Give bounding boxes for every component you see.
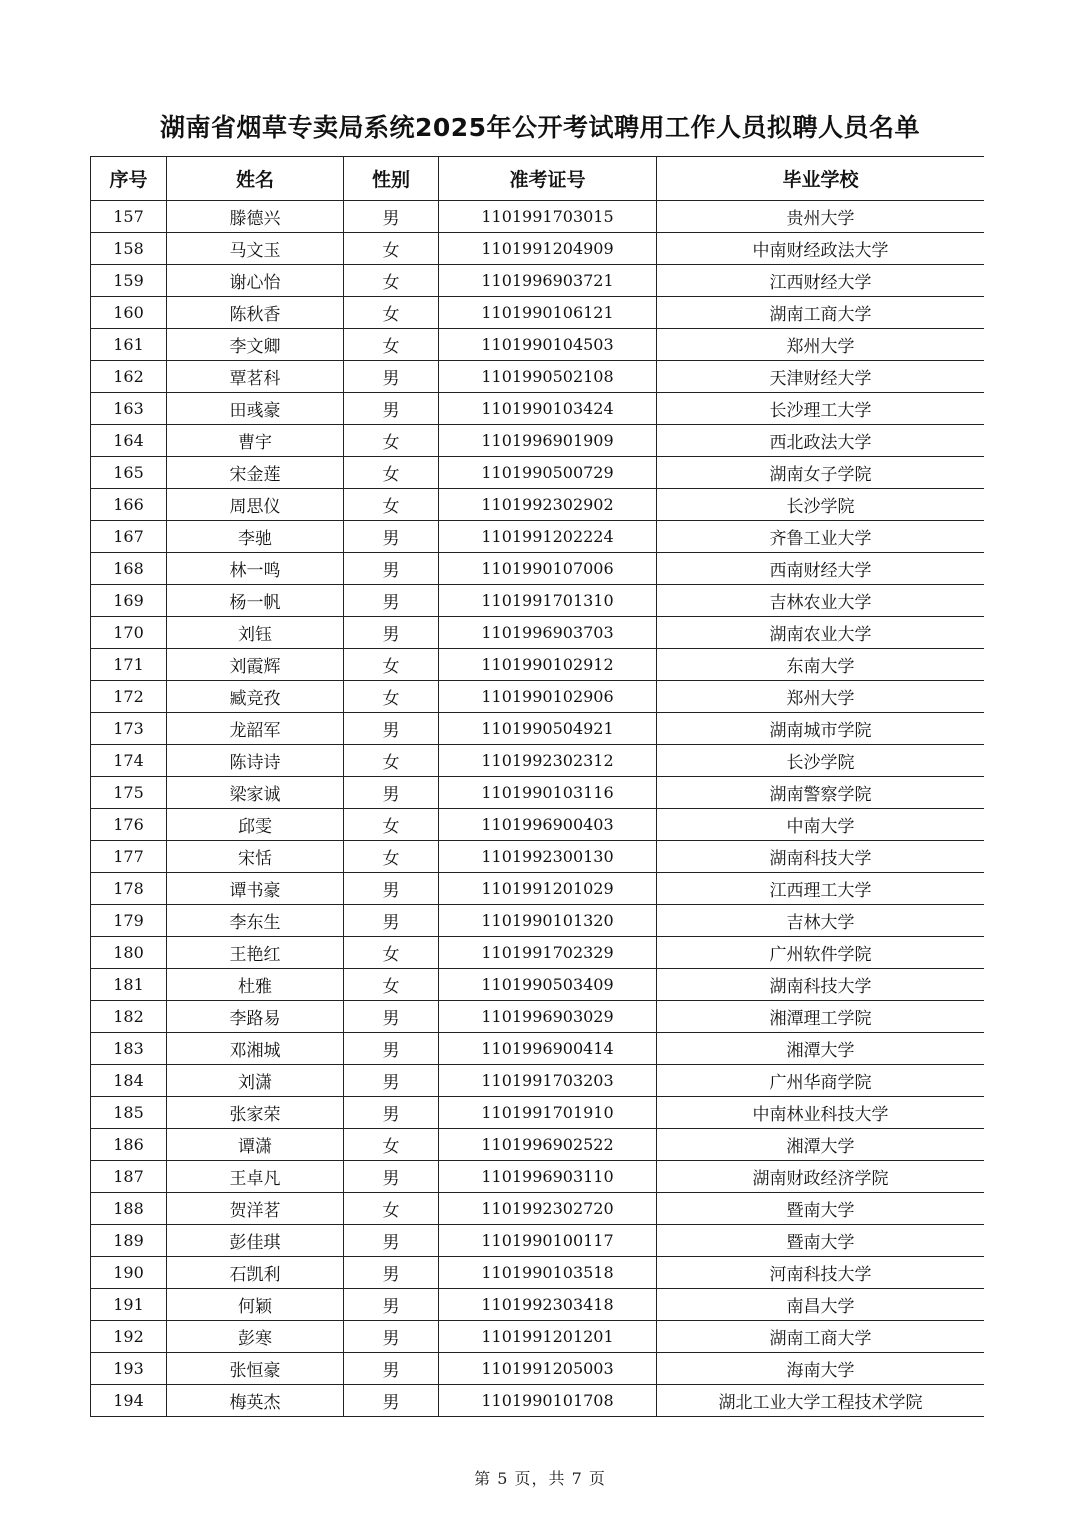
cell-name: 李驰 xyxy=(167,521,344,553)
cell-exam-id: 1101992302902 xyxy=(439,489,657,521)
cell-gender: 男 xyxy=(344,1225,439,1257)
cell-serial: 180 xyxy=(91,937,167,969)
cell-name: 张家荣 xyxy=(167,1097,344,1129)
cell-name: 刘霞辉 xyxy=(167,649,344,681)
cell-name: 杨一帆 xyxy=(167,585,344,617)
table-row xyxy=(91,1289,985,1321)
cell-gender: 女 xyxy=(344,265,439,297)
table-row xyxy=(91,1353,985,1385)
header-name: 姓名 xyxy=(167,157,344,201)
cell-school: 湖南科技大学 xyxy=(657,969,985,1001)
cell-exam-id: 1101990102912 xyxy=(439,649,657,681)
cell-exam-id: 1101992302720 xyxy=(439,1193,657,1225)
cell-serial: 167 xyxy=(91,521,167,553)
cell-school: 湘潭理工学院 xyxy=(657,1001,985,1033)
cell-gender: 男 xyxy=(344,1097,439,1129)
cell-serial: 187 xyxy=(91,1161,167,1193)
cell-gender: 女 xyxy=(344,297,439,329)
cell-gender: 男 xyxy=(344,1065,439,1097)
header-school: 毕业学校 xyxy=(657,157,985,201)
cell-name: 王艳红 xyxy=(167,937,344,969)
candidate-table xyxy=(90,156,984,1417)
header-gender: 性别 xyxy=(344,157,439,201)
cell-exam-id: 1101991204909 xyxy=(439,233,657,265)
cell-name: 李文卿 xyxy=(167,329,344,361)
cell-gender: 女 xyxy=(344,809,439,841)
cell-serial: 175 xyxy=(91,777,167,809)
cell-school: 湖南城市学院 xyxy=(657,713,985,745)
cell-gender: 女 xyxy=(344,457,439,489)
cell-exam-id: 1101992303418 xyxy=(439,1289,657,1321)
cell-gender: 女 xyxy=(344,1193,439,1225)
cell-name: 龙韶军 xyxy=(167,713,344,745)
cell-school: 湖北工业大学工程技术学院 xyxy=(657,1385,985,1417)
cell-serial: 165 xyxy=(91,457,167,489)
cell-name: 滕德兴 xyxy=(167,201,344,233)
table-row xyxy=(91,393,985,425)
cell-gender: 男 xyxy=(344,713,439,745)
cell-exam-id: 1101996903110 xyxy=(439,1161,657,1193)
table-row xyxy=(91,1033,985,1065)
cell-serial: 172 xyxy=(91,681,167,713)
cell-exam-id: 1101991702329 xyxy=(439,937,657,969)
cell-serial: 161 xyxy=(91,329,167,361)
table-body xyxy=(91,201,985,1417)
cell-exam-id: 1101991703203 xyxy=(439,1065,657,1097)
cell-serial: 189 xyxy=(91,1225,167,1257)
cell-gender: 男 xyxy=(344,521,439,553)
cell-gender: 女 xyxy=(344,681,439,713)
header-exam-id: 准考证号 xyxy=(439,157,657,201)
table-row xyxy=(91,553,985,585)
cell-name: 臧竞孜 xyxy=(167,681,344,713)
cell-gender: 男 xyxy=(344,585,439,617)
cell-gender: 男 xyxy=(344,1353,439,1385)
table-row xyxy=(91,489,985,521)
cell-school: 湖南工商大学 xyxy=(657,297,985,329)
cell-exam-id: 1101990104503 xyxy=(439,329,657,361)
table-row xyxy=(91,1193,985,1225)
table-row xyxy=(91,713,985,745)
cell-gender: 男 xyxy=(344,553,439,585)
table-row xyxy=(91,233,985,265)
cell-exam-id: 1101992300130 xyxy=(439,841,657,873)
table-row xyxy=(91,585,985,617)
page-footer: 第 5 页，共 7 页 xyxy=(474,1469,606,1488)
cell-gender: 男 xyxy=(344,905,439,937)
cell-school: 湘潭大学 xyxy=(657,1129,985,1161)
table-row xyxy=(91,265,985,297)
table-row xyxy=(91,425,985,457)
cell-name: 彭寒 xyxy=(167,1321,344,1353)
cell-name: 马文玉 xyxy=(167,233,344,265)
cell-serial: 185 xyxy=(91,1097,167,1129)
cell-name: 梅英杰 xyxy=(167,1385,344,1417)
table-row xyxy=(91,1097,985,1129)
page-title: 湖南省烟草专卖局系统2025年公开考试聘用工作人员拟聘人员名单 xyxy=(159,113,921,142)
cell-name: 宋金莲 xyxy=(167,457,344,489)
cell-school: 湖南财政经济学院 xyxy=(657,1161,985,1193)
cell-name: 王卓凡 xyxy=(167,1161,344,1193)
cell-serial: 160 xyxy=(91,297,167,329)
cell-exam-id: 1101996903721 xyxy=(439,265,657,297)
cell-exam-id: 1101996900403 xyxy=(439,809,657,841)
cell-name: 邓湘城 xyxy=(167,1033,344,1065)
table-row xyxy=(91,1385,985,1417)
table-row xyxy=(91,1129,985,1161)
cell-serial: 188 xyxy=(91,1193,167,1225)
cell-serial: 192 xyxy=(91,1321,167,1353)
cell-name: 谭书豪 xyxy=(167,873,344,905)
cell-serial: 181 xyxy=(91,969,167,1001)
table-row xyxy=(91,937,985,969)
cell-gender: 男 xyxy=(344,361,439,393)
cell-gender: 女 xyxy=(344,649,439,681)
cell-school: 长沙学院 xyxy=(657,745,985,777)
cell-serial: 162 xyxy=(91,361,167,393)
cell-gender: 女 xyxy=(344,425,439,457)
table-row xyxy=(91,681,985,713)
cell-exam-id: 1101990103424 xyxy=(439,393,657,425)
cell-school: 长沙理工大学 xyxy=(657,393,985,425)
cell-school: 湖南科技大学 xyxy=(657,841,985,873)
cell-gender: 女 xyxy=(344,233,439,265)
cell-school: 西南财经大学 xyxy=(657,553,985,585)
cell-exam-id: 1101990103116 xyxy=(439,777,657,809)
cell-serial: 170 xyxy=(91,617,167,649)
table-row xyxy=(91,1257,985,1289)
cell-school: 江西财经大学 xyxy=(657,265,985,297)
cell-name: 李东生 xyxy=(167,905,344,937)
table-row xyxy=(91,1001,985,1033)
cell-school: 天津财经大学 xyxy=(657,361,985,393)
cell-school: 海南大学 xyxy=(657,1353,985,1385)
cell-name: 彭佳琪 xyxy=(167,1225,344,1257)
cell-exam-id: 1101990103518 xyxy=(439,1257,657,1289)
cell-school: 郑州大学 xyxy=(657,681,985,713)
cell-gender: 男 xyxy=(344,1321,439,1353)
cell-exam-id: 1101990504921 xyxy=(439,713,657,745)
cell-serial: 184 xyxy=(91,1065,167,1097)
cell-gender: 女 xyxy=(344,329,439,361)
cell-school: 长沙学院 xyxy=(657,489,985,521)
table-row xyxy=(91,329,985,361)
cell-name: 宋恬 xyxy=(167,841,344,873)
cell-name: 田彧豪 xyxy=(167,393,344,425)
cell-school: 暨南大学 xyxy=(657,1225,985,1257)
cell-exam-id: 1101996902522 xyxy=(439,1129,657,1161)
cell-gender: 男 xyxy=(344,1033,439,1065)
cell-serial: 194 xyxy=(91,1385,167,1417)
cell-gender: 男 xyxy=(344,393,439,425)
cell-name: 张恒豪 xyxy=(167,1353,344,1385)
cell-serial: 173 xyxy=(91,713,167,745)
cell-gender: 男 xyxy=(344,777,439,809)
cell-exam-id: 1101991201201 xyxy=(439,1321,657,1353)
cell-gender: 女 xyxy=(344,841,439,873)
cell-exam-id: 1101990101708 xyxy=(439,1385,657,1417)
cell-school: 西北政法大学 xyxy=(657,425,985,457)
cell-serial: 177 xyxy=(91,841,167,873)
table-row xyxy=(91,745,985,777)
cell-serial: 193 xyxy=(91,1353,167,1385)
table-row xyxy=(91,361,985,393)
cell-name: 杜雅 xyxy=(167,969,344,1001)
table-row xyxy=(91,297,985,329)
cell-serial: 158 xyxy=(91,233,167,265)
cell-gender: 男 xyxy=(344,1385,439,1417)
cell-gender: 男 xyxy=(344,1289,439,1321)
cell-serial: 168 xyxy=(91,553,167,585)
cell-school: 广州华商学院 xyxy=(657,1065,985,1097)
cell-exam-id: 1101991701310 xyxy=(439,585,657,617)
table-row xyxy=(91,649,985,681)
cell-gender: 男 xyxy=(344,873,439,905)
table-row xyxy=(91,969,985,1001)
header-row xyxy=(91,157,985,201)
table-row xyxy=(91,521,985,553)
cell-school: 湖南工商大学 xyxy=(657,1321,985,1353)
cell-name: 覃茗科 xyxy=(167,361,344,393)
cell-name: 陈秋香 xyxy=(167,297,344,329)
cell-exam-id: 1101991703015 xyxy=(439,201,657,233)
table-row xyxy=(91,1065,985,1097)
cell-serial: 159 xyxy=(91,265,167,297)
cell-name: 陈诗诗 xyxy=(167,745,344,777)
cell-exam-id: 1101992302312 xyxy=(439,745,657,777)
cell-serial: 164 xyxy=(91,425,167,457)
cell-name: 石凯利 xyxy=(167,1257,344,1289)
table-row xyxy=(91,201,985,233)
cell-exam-id: 1101991201029 xyxy=(439,873,657,905)
header-serial: 序号 xyxy=(91,157,167,201)
cell-gender: 男 xyxy=(344,1001,439,1033)
cell-school: 江西理工大学 xyxy=(657,873,985,905)
table-row xyxy=(91,617,985,649)
cell-exam-id: 1101990500729 xyxy=(439,457,657,489)
cell-name: 李路易 xyxy=(167,1001,344,1033)
cell-serial: 182 xyxy=(91,1001,167,1033)
cell-school: 湖南农业大学 xyxy=(657,617,985,649)
table-row xyxy=(91,809,985,841)
cell-school: 湘潭大学 xyxy=(657,1033,985,1065)
cell-exam-id: 1101990502108 xyxy=(439,361,657,393)
cell-exam-id: 1101990107006 xyxy=(439,553,657,585)
cell-serial: 178 xyxy=(91,873,167,905)
cell-exam-id: 1101990101320 xyxy=(439,905,657,937)
cell-name: 何颖 xyxy=(167,1289,344,1321)
cell-school: 中南大学 xyxy=(657,809,985,841)
cell-gender: 女 xyxy=(344,937,439,969)
table-row xyxy=(91,841,985,873)
cell-gender: 女 xyxy=(344,1129,439,1161)
cell-exam-id: 1101996903029 xyxy=(439,1001,657,1033)
cell-exam-id: 1101996903703 xyxy=(439,617,657,649)
cell-school: 中南林业科技大学 xyxy=(657,1097,985,1129)
cell-serial: 171 xyxy=(91,649,167,681)
cell-serial: 166 xyxy=(91,489,167,521)
table-row xyxy=(91,1161,985,1193)
cell-exam-id: 1101990102906 xyxy=(439,681,657,713)
cell-serial: 183 xyxy=(91,1033,167,1065)
cell-exam-id: 1101991701910 xyxy=(439,1097,657,1129)
cell-serial: 179 xyxy=(91,905,167,937)
cell-gender: 男 xyxy=(344,1257,439,1289)
cell-serial: 191 xyxy=(91,1289,167,1321)
cell-school: 湖南女子学院 xyxy=(657,457,985,489)
cell-gender: 女 xyxy=(344,489,439,521)
cell-exam-id: 1101990100117 xyxy=(439,1225,657,1257)
table-row xyxy=(91,873,985,905)
cell-serial: 174 xyxy=(91,745,167,777)
cell-school: 暨南大学 xyxy=(657,1193,985,1225)
cell-gender: 女 xyxy=(344,745,439,777)
cell-name: 刘潇 xyxy=(167,1065,344,1097)
cell-gender: 女 xyxy=(344,969,439,1001)
table-row xyxy=(91,777,985,809)
cell-gender: 男 xyxy=(344,201,439,233)
cell-school: 贵州大学 xyxy=(657,201,985,233)
cell-school: 湖南警察学院 xyxy=(657,777,985,809)
cell-school: 中南财经政法大学 xyxy=(657,233,985,265)
table-row xyxy=(91,457,985,489)
cell-name: 林一鸣 xyxy=(167,553,344,585)
cell-exam-id: 1101996900414 xyxy=(439,1033,657,1065)
cell-gender: 男 xyxy=(344,617,439,649)
cell-name: 谢心怡 xyxy=(167,265,344,297)
cell-school: 郑州大学 xyxy=(657,329,985,361)
cell-serial: 190 xyxy=(91,1257,167,1289)
cell-exam-id: 1101990106121 xyxy=(439,297,657,329)
cell-serial: 169 xyxy=(91,585,167,617)
table-row xyxy=(91,1321,985,1353)
cell-serial: 163 xyxy=(91,393,167,425)
cell-name: 周思仪 xyxy=(167,489,344,521)
table-row xyxy=(91,905,985,937)
cell-name: 曹宇 xyxy=(167,425,344,457)
cell-school: 吉林农业大学 xyxy=(657,585,985,617)
cell-school: 河南科技大学 xyxy=(657,1257,985,1289)
cell-name: 贺洋茗 xyxy=(167,1193,344,1225)
candidate-table-container xyxy=(90,156,984,1432)
cell-name: 邱雯 xyxy=(167,809,344,841)
cell-school: 东南大学 xyxy=(657,649,985,681)
cell-school: 广州软件学院 xyxy=(657,937,985,969)
cell-serial: 157 xyxy=(91,201,167,233)
cell-school: 南昌大学 xyxy=(657,1289,985,1321)
cell-gender: 男 xyxy=(344,1161,439,1193)
cell-name: 刘钰 xyxy=(167,617,344,649)
cell-exam-id: 1101991202224 xyxy=(439,521,657,553)
table-header xyxy=(91,157,985,201)
cell-school: 齐鲁工业大学 xyxy=(657,521,985,553)
table-row xyxy=(91,1225,985,1257)
cell-exam-id: 1101996901909 xyxy=(439,425,657,457)
cell-exam-id: 1101991205003 xyxy=(439,1353,657,1385)
cell-serial: 176 xyxy=(91,809,167,841)
cell-exam-id: 1101990503409 xyxy=(439,969,657,1001)
cell-name: 梁家诚 xyxy=(167,777,344,809)
cell-name: 谭潇 xyxy=(167,1129,344,1161)
cell-school: 吉林大学 xyxy=(657,905,985,937)
cell-serial: 186 xyxy=(91,1129,167,1161)
